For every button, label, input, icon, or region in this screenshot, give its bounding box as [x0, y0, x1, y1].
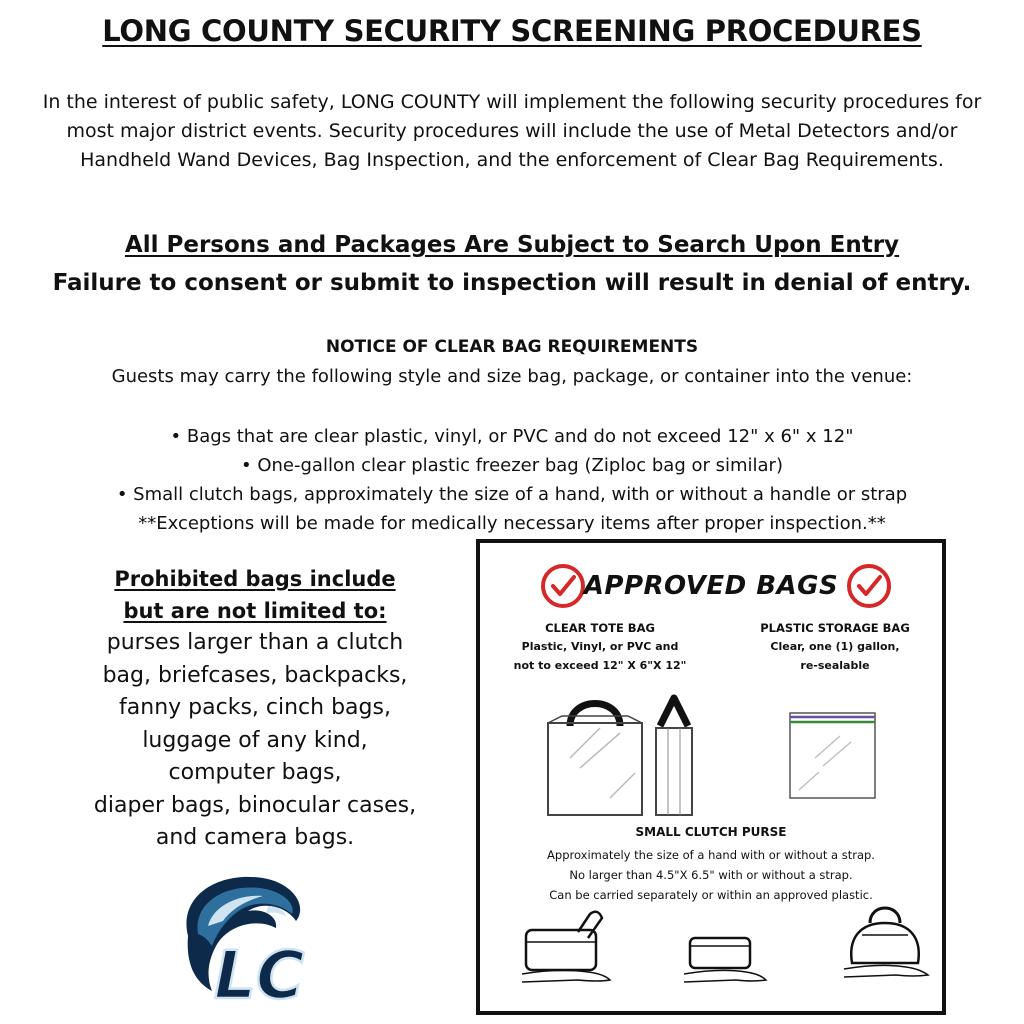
tote-heading: CLEAR TOTE BAG — [545, 621, 655, 635]
pouch-clutch-icon — [840, 893, 935, 988]
prohibited-heading-line1: Prohibited bags include — [114, 567, 396, 591]
plastic-storage-bag-icon — [785, 708, 880, 803]
clutch-line3: Can be carried separately or within an approved plastic. — [549, 888, 873, 902]
storage-line1: Clear, one (1) gallon, — [770, 640, 900, 653]
clutch-line2: No larger than 4.5"X 6.5" with or without a strap. — [569, 868, 853, 882]
clear-bag-subheading: Guests may carry the following style and size bag, package, or container into the venue: — [111, 366, 913, 387]
clutch-heading: SMALL CLUTCH PURSE — [635, 825, 787, 839]
wave-lc-logo — [168, 866, 318, 1006]
wristlet-clutch-icon — [518, 908, 618, 988]
exceptions-note: **Exceptions will be made for medically necessary items after proper inspection.** — [138, 513, 886, 534]
page-title: LONG COUNTY SECURITY SCREENING PROCEDURES — [102, 14, 922, 48]
intro-paragraph: In the interest of public safety, LONG COUNTY will implement the following security procedures for most major district events. Security procedures will include the use of Metal Detectors and/or Handheld Wand Devices, Bag Inspection, and the enforcement of Clear Bag Requirements. — [42, 91, 982, 171]
list-item: • One-gallon clear plastic freezer bag (Ziploc bag or similar) — [241, 455, 783, 476]
prohibited-line: and camera bags. — [155, 825, 355, 850]
storage-heading: PLASTIC STORAGE BAG — [760, 621, 910, 635]
prohibited-line: fanny packs, cinch bags, — [119, 695, 391, 720]
list-item: • Small clutch bags, approximately the size of a hand, with or without a handle or strap — [116, 484, 908, 505]
prohibited-heading-line2: but are not limited to: — [123, 599, 387, 623]
checkmark-icon — [846, 563, 892, 609]
prohibited-line: computer bags, — [168, 760, 342, 785]
approved-bags-title: APPROVED BAGS — [583, 571, 839, 601]
list-item: • Bags that are clear plastic, vinyl, or PVC and do not exceed 12" x 6" x 12" — [170, 426, 854, 447]
tote-line2: not to exceed 12" X 6"X 12" — [513, 659, 687, 672]
prohibited-line: bag, briefcases, backpacks, — [102, 662, 408, 688]
prohibited-section — [60, 563, 450, 855]
search-notice: All Persons and Packages Are Subject to Search Upon Entry — [124, 232, 900, 258]
storage-line2: re-sealable — [800, 659, 870, 672]
clutch-purse-icon — [680, 928, 770, 988]
failure-notice: Failure to consent or submit to inspection will result in denial of entry. — [52, 270, 972, 296]
tote-line1: Plastic, Vinyl, or PVC and — [521, 640, 679, 653]
clear-bag-list — [0, 422, 1024, 538]
prohibited-line: purses larger than a clutch — [106, 630, 404, 655]
clear-tote-bag-icon — [540, 688, 710, 823]
approved-bags-panel — [476, 539, 946, 1015]
clear-bag-heading: NOTICE OF CLEAR BAG REQUIREMENTS — [325, 337, 699, 357]
prohibited-line: luggage of any kind, — [142, 727, 368, 753]
logo-letters: LC — [214, 937, 305, 1006]
clutch-line1: Approximately the size of a hand with or without a strap. — [547, 848, 875, 862]
prohibited-line: diaper bags, binocular cases, — [93, 792, 417, 818]
